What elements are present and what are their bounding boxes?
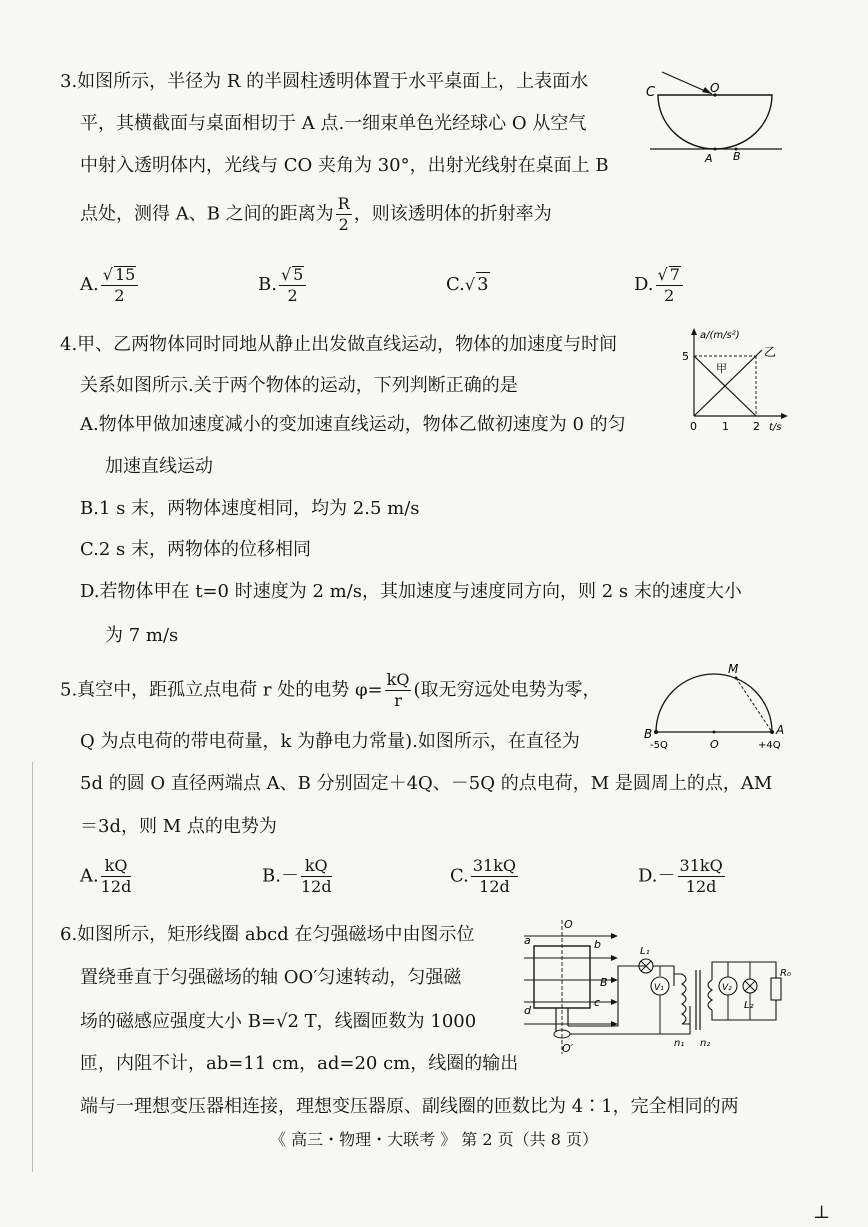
q5-option-d-num: 31kQ (679, 856, 723, 875)
q3-line-4 (80, 196, 552, 233)
q3-option-b[interactable] (258, 266, 308, 304)
q4-option-d-cont: 为 7 m/s (105, 625, 179, 646)
q3-label-b: B (733, 150, 741, 163)
q3-figure-semicylinder (640, 64, 790, 168)
q3-option-d-letter: D. (634, 274, 654, 295)
q6-wire-left (568, 966, 646, 1026)
q3-line-2: 平，其横截面与桌面相切于 A 点.一细束单色光经球心 O 从空气 (80, 113, 587, 134)
q5-potential-frac (385, 672, 412, 709)
q6-line-3: 场的磁感应强度大小 B=√2 T，线圈匝数为 1000 (80, 1011, 477, 1032)
q5-label-m: M (728, 662, 739, 676)
q5-point-b (654, 730, 658, 734)
q3-option-a-den: 2 (114, 286, 125, 305)
q4-option-a-cont: 加速直线运动 (105, 456, 213, 477)
arrow-right-icon (611, 933, 618, 939)
q5-frac-den: r (394, 691, 402, 710)
arrow-right-icon (611, 977, 618, 983)
q5-dashed-am (736, 678, 772, 732)
q4-xlabel: t/s (769, 422, 782, 433)
q3-label-o: O (710, 81, 720, 95)
arrow-right-icon (781, 413, 788, 419)
q5-option-b-den: 12d (300, 877, 332, 896)
q6-label-n1: n₁ (674, 1038, 685, 1049)
q3-point-a (714, 148, 717, 151)
arrow-right-icon (611, 955, 618, 961)
q6-label-c: c (594, 996, 601, 1009)
q5-option-a-letter: A. (80, 865, 99, 887)
q3-option-b-num (279, 266, 306, 286)
q5-option-a[interactable] (80, 858, 133, 895)
q5-option-a-num: kQ (101, 858, 132, 877)
q5-option-b-num: kQ (301, 858, 332, 877)
q5-line-1-prefix: 5.真空中，距孤立点电荷 r 处的电势 φ= (60, 679, 383, 701)
q5-option-d[interactable] (638, 858, 727, 895)
q4-stem-line-1: 4.甲、乙两物体同时同地从静止出发做直线运动，物体的加速度与时间 (60, 334, 618, 355)
q6-label-b: b (594, 938, 601, 951)
q6-primary-coil (682, 974, 686, 1024)
q6-line-1: 6.如图所示，矩形线圈 abcd 在匀强磁场中由图示位 (60, 924, 475, 945)
q5-point-m (735, 677, 738, 680)
q5-figure-circle (638, 660, 788, 756)
corner-mark: ⊥ (813, 1202, 830, 1223)
q4-option-c[interactable]: C.2 s 末，两物体的位移相同 (80, 539, 311, 560)
q5-point-a (770, 730, 774, 734)
q3-option-a-letter: A. (80, 274, 99, 295)
q3-option-c-radicand: 3 (477, 274, 489, 295)
q4-option-a[interactable]: A.物体甲做加速度减小的变加速直线运动，物体乙做初速度为 0 的匀 (80, 414, 626, 435)
q6-label-field-b: B (600, 976, 608, 989)
page-footer: 《 高三・物理・大联考 》 第 2 页（共 8 页） (270, 1130, 598, 1149)
q3-fraction (336, 196, 352, 233)
q5-frac-num: kQ (386, 670, 410, 689)
q5-line-1-suffix: (取无穷远处电势为零， (413, 679, 601, 701)
q6-label-l2: L₂ (744, 1000, 754, 1011)
q5-option-b-frac (301, 858, 332, 895)
q4-tick-x1: 1 (722, 420, 729, 433)
q5-option-c-letter: C. (450, 865, 469, 887)
q5-option-d-frac (678, 858, 725, 895)
q6-label-a: a (524, 934, 531, 947)
q5-label-pos: +4Q (758, 740, 781, 751)
q5-line-2: Q 为点电荷的带电荷量，k 为静电力常量).如图所示，在直径为 (80, 731, 580, 752)
binding-margin-line (32, 762, 33, 1172)
q6-label-o: O (564, 918, 573, 931)
q3-option-d[interactable] (634, 266, 685, 304)
resistor-icon (771, 978, 781, 1000)
q3-label-c: C (646, 85, 656, 100)
q4-label-jia: 甲 (716, 362, 727, 375)
q3-option-b-letter: B. (258, 274, 277, 295)
q5-label-neg: -5Q (650, 740, 668, 751)
q6-line-4: 匝，内阻不计，ab=11 cm，ad=20 cm，线圈的输出 (80, 1053, 519, 1074)
q5-label-o: O (710, 738, 719, 751)
q6-label-v1: V₁ (654, 983, 664, 993)
q3-point-b (735, 148, 738, 151)
q3-option-a-radicand: 15 (114, 265, 136, 284)
q6-label-v2: V₂ (722, 983, 732, 993)
q5-label-b: B (644, 727, 653, 741)
q4-ylabel: a/(m/s²) (700, 330, 740, 341)
sqrt-icon: √ (280, 265, 292, 284)
q3-option-a-frac (101, 266, 139, 304)
q4-tick-y5: 5 (682, 350, 689, 363)
q4-line-yi (694, 350, 762, 416)
q5-label-a: A (776, 723, 785, 737)
q5-option-b-letter: B.－ (262, 865, 299, 887)
q5-option-b[interactable] (262, 858, 334, 895)
sqrt-icon: √ (464, 275, 476, 294)
q6-label-o-prime: O′ (562, 1042, 574, 1055)
q6-label-l1: L₁ (640, 946, 650, 957)
q6-figure-generator-transformer (514, 914, 794, 1064)
q3-label-a: A (705, 152, 713, 165)
q4-option-d[interactable]: D.若物体甲在 t=0 时速度为 2 m/s，其加速度与速度同方向，则 2 s 末的速度大小 (80, 581, 742, 602)
q3-option-c[interactable] (446, 272, 490, 297)
q3-frac-den: 2 (338, 215, 349, 234)
q3-option-b-frac (279, 266, 306, 304)
q4-tick-x0: 0 (690, 420, 697, 433)
q5-option-c[interactable] (450, 858, 520, 895)
q6-label-r0: R₀ (780, 968, 791, 979)
q4-option-b[interactable]: B.1 s 末，两物体速度相同，均为 2.5 m/s (80, 498, 420, 519)
q6-line-2: 置绕垂直于匀强磁场的轴 OO′匀速转动，匀强磁 (80, 967, 462, 988)
q5-option-c-num: 31kQ (472, 856, 517, 875)
q6-label-n2: n₂ (700, 1038, 711, 1049)
q3-option-b-radicand: 5 (293, 265, 304, 284)
q3-line-4-suffix: ，则该透明体的折射率为 (353, 203, 552, 225)
q4-label-yi: 乙 (764, 345, 777, 359)
q5-option-a-den: 12d (100, 877, 132, 896)
q5-line-4: ＝3d，则 M 点的电势为 (80, 816, 277, 837)
q6-secondary-coil (708, 980, 712, 1010)
q3-frac-num: R (337, 194, 350, 213)
q6-wire-bottom (570, 1006, 690, 1034)
q3-option-a[interactable] (80, 266, 140, 304)
arrow-right-icon (611, 999, 618, 1005)
q5-line-3: 5d 的圆 O 直径两端点 A、B 分别固定＋4Q、－5Q 的点电荷，M 是圆周上的点，AM (80, 773, 773, 794)
q4-stem-line-2: 关系如图所示.关于两个物体的运动，下列判断正确的是 (80, 375, 518, 396)
sqrt-icon: √ (657, 265, 668, 284)
q3-option-a-num (101, 266, 139, 286)
q3-line-4-prefix: 点处，测得 A、B 之间的距离为 (80, 203, 334, 225)
q3-line-1: 3.如图所示，半径为 R 的半圆柱透明体置于水平桌面上，上表面水 (60, 71, 589, 92)
q3-semicircle (658, 95, 772, 149)
q3-option-c-letter: C. (446, 274, 465, 295)
q5-option-d-letter: D.－ (638, 865, 676, 887)
q3-line-3: 中射入透明体内，光线与 CO 夹角为 30°，出射光线射在桌面上 B (80, 155, 609, 176)
q5-option-c-den: 12d (479, 877, 510, 896)
q5-line-1 (60, 672, 600, 709)
q4-tick-x2: 2 (753, 420, 760, 433)
q3-option-d-frac (656, 266, 683, 304)
q5-option-a-frac (101, 858, 132, 895)
q5-option-d-den: 12d (685, 877, 717, 896)
q3-option-d-num (656, 266, 683, 286)
arrow-up-icon (691, 328, 697, 335)
q3-option-b-den: 2 (287, 286, 298, 305)
q6-label-d: d (524, 1004, 531, 1017)
q5-semicircle (656, 674, 772, 732)
q4-figure-a-t-graph (676, 324, 794, 434)
sqrt-icon: √ (102, 265, 113, 284)
q6-line-5: 端与一理想变压器相连接，理想变压器原、副线圈的匝数比为 4∶1，完全相同的两 (80, 1096, 739, 1117)
q5-option-c-frac (471, 858, 518, 895)
q5-center-o (713, 731, 716, 734)
q3-option-d-radicand: 7 (669, 265, 680, 284)
q3-option-d-den: 2 (664, 286, 675, 305)
